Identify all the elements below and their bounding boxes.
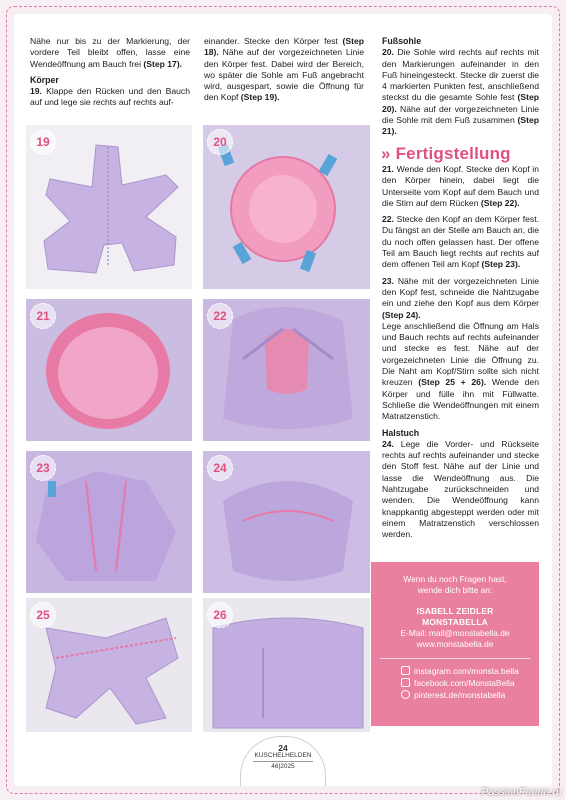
contact-name-2: MONSTABELLA (422, 617, 488, 627)
contact-line-2: wende dich bitte an: (417, 585, 493, 595)
col1-text (30, 36, 190, 114)
footer (250, 744, 316, 771)
photo-step-26 (203, 598, 370, 732)
step23-text-c: Wende den Körper und fülle ihn mit Füllwatte. Schließe die Wendeöffnungen mit einem Matratzenstich. (382, 377, 539, 422)
step19-number: 19. (30, 86, 42, 97)
photo-step-24 (203, 451, 370, 593)
step21-ref: (Step 21). (382, 115, 539, 137)
step24-text: Lege die Vorder- und Rückseite rechts auf rechts aufeinander und stecke den Stoff fest. Nähe auf der Linie und lasse die Wendeöffnung aus. Die Nahtzugabe zurückschneiden und wenden. Die Wendeöffnung kann knappkantig abgesteppt werden oder mit einem Matratzenstich verschlossen werden. (382, 438, 539, 540)
step20-text: Die Sohle wird rechts auf rechts mit den Markierungen aufeinander in den Fuß hineingesteckt. Stecke dir zuerst die 4 markierten Punkten fest, anschließend steckst du die gesamte Sohle fest (382, 47, 539, 103)
photo-step-22 (203, 299, 370, 441)
col3-text-top (382, 36, 539, 143)
step23-number: 23. (382, 275, 394, 286)
step-badge-22: 22 (207, 303, 233, 329)
step23-ref: (Step 23). (481, 259, 521, 270)
col2-text (204, 36, 364, 109)
photo-step-21 (26, 299, 192, 441)
social-instagram[interactable] (401, 665, 539, 677)
intro-step-ref: (Step 17). (143, 58, 183, 69)
fusssohle-heading: Fußsohle (382, 36, 422, 46)
pinterest-link[interactable]: pinterest.de/monstabella (414, 690, 506, 700)
step-badge-20: 20 (207, 129, 233, 155)
step22-text: Stecke den Kopf an dem Körper fest. Du fängst an der Stelle am Bauch an, die du noch offen gelassen hast. Der offene Teil am Bauch liegt rechts auf rechts auf dem offenen Teil am Kopf (382, 214, 539, 270)
step-badge-21: 21 (30, 303, 56, 329)
contact-box (371, 562, 539, 726)
magazine-name: KUSCHELHELDEN (254, 752, 312, 759)
social-links (371, 665, 539, 701)
social-pinterest[interactable] (401, 689, 539, 701)
step24-number: 24. (382, 438, 394, 449)
step-badge-25: 25 (30, 602, 56, 628)
step20-number: 20. (382, 47, 394, 58)
step20-ref: (Step 20). (382, 92, 540, 114)
step25-26-ref: (Step 25 + 26). (418, 377, 487, 388)
step24-ref: (Step 24). (382, 309, 421, 320)
contact-web[interactable]: www.monstabella.de (416, 639, 494, 649)
step-badge-26: 26 (207, 602, 233, 628)
page-number: 24 (278, 743, 288, 753)
section-title: » Fertigstellung (381, 144, 511, 163)
photo-step-23 (26, 451, 192, 593)
col2-text-a: einander. Stecke den Körper fest (204, 36, 338, 46)
contact-divider (380, 658, 530, 659)
koerper-heading: Körper (30, 74, 59, 85)
contact-email[interactable]: E-Mail: mail@monstabella.de (400, 628, 510, 638)
step21-text: Wende den Kopf. Stecke den Kopf in den Körper hinein, dabei liegt die Unterseite vom Kopf auf dem Bauch und die Stirn auf dem Rücken (382, 164, 539, 208)
contact-line-1: Wenn du noch Fragen hast, (403, 574, 507, 584)
col2-text-b: Nähe auf der vorgezeichneten Linie den Körper fest. Dabei wird der Bereich, wo später die Sohle am Fuß angebracht wird, ausgespart, sowie die Öffnung für den Kopf (204, 47, 364, 103)
step23-text-b: Lege anschließend die Öffnung am Hals und Bauch rechts auf rechts aufeinander und stecke es fest. Nähe auf der vorgezeichneten Linie die Öffnung zu. Die Naht am Kopf/Stirn sollte sich nicht kreuzen (382, 320, 539, 388)
instagram-icon (401, 666, 410, 675)
step-badge-19: 19 (30, 129, 56, 155)
step22-number: 22. (382, 214, 394, 225)
col3-text-main (382, 164, 539, 546)
watermark: PassionForum.ru (481, 787, 562, 798)
facebook-icon (401, 678, 410, 687)
step23-text: Nähe mit der vorgezeichneten Linie den Kopf fest, schneide die Nahtzugabe ein und ziehe den Kopf aus dem Körper (382, 275, 539, 309)
halstuch-heading: Halstuch (382, 427, 420, 438)
step-badge-23: 23 (30, 455, 56, 481)
step22-ref: (Step 22). (480, 197, 520, 208)
instagram-link[interactable]: instagram.com/monsta.bella (414, 666, 519, 676)
photo-step-25 (26, 598, 192, 732)
col2-step19-ref: (Step 19). (240, 92, 280, 103)
issue-number: 46|2025 (271, 763, 295, 770)
col2-step18-ref: (Step 18). (204, 36, 365, 58)
facebook-link[interactable]: facebook.com/MonstaBella (414, 678, 515, 688)
step19-text: Klappe den Rücken und den Bauch auf und lege sie rechts auf rechts auf- (30, 86, 191, 108)
contact-name-1: ISABELL ZEIDLER (416, 606, 494, 616)
intro-text: Nähe nur bis zu der Markierung, der vordere Teil bleibt offen, lasse eine Wendeöffnung am Bauch frei (30, 36, 190, 69)
step-badge-24: 24 (207, 455, 233, 481)
step21-number: 21. (382, 164, 394, 174)
photo-step-19 (26, 125, 192, 289)
photo-step-20 (203, 125, 370, 289)
footer-divider (253, 761, 313, 762)
social-facebook[interactable] (401, 677, 539, 689)
pinterest-icon (401, 690, 410, 699)
step20-text-b: Nähe auf der vorgezeichneten Linie die Sohle mit dem Fuß zusammen (382, 103, 540, 126)
